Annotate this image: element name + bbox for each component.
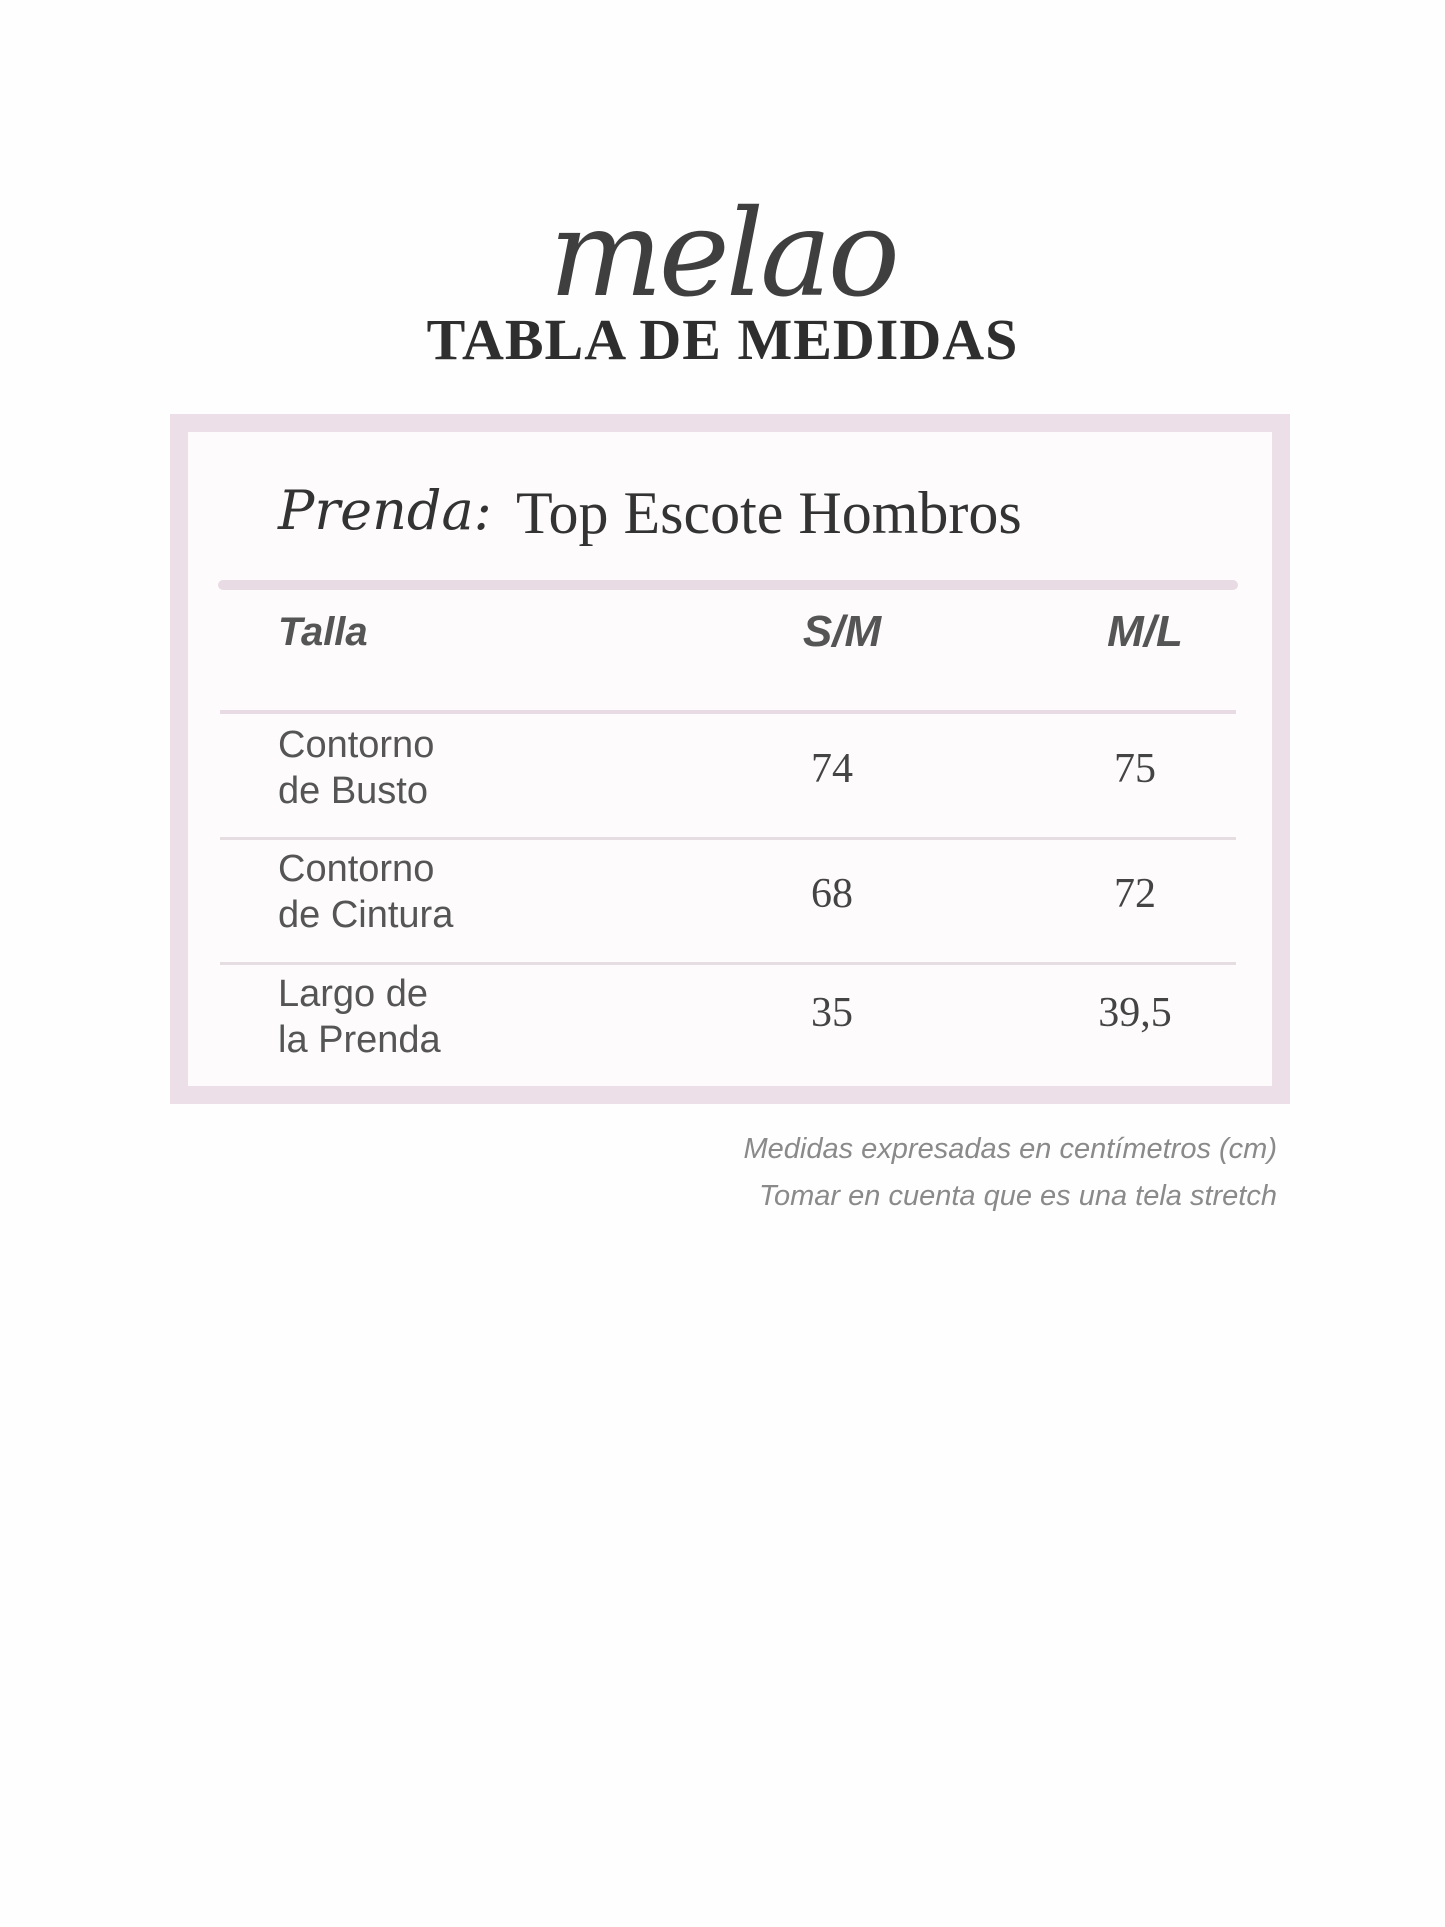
cell-waist-sm: 68	[811, 871, 853, 917]
row-label-waist: Contorno de Cintura	[278, 848, 454, 936]
cell-waist-ml: 72	[1114, 871, 1156, 917]
header-size-label: Talla	[278, 610, 368, 654]
header-divider	[220, 710, 1236, 714]
page-title: TABLA DE MEDIDAS	[426, 307, 1019, 372]
row-label-length: Largo de la Prenda	[278, 973, 441, 1061]
note-stretch: Tomar en cuenta que es una tela stretch	[758, 1180, 1277, 1212]
cell-bust-sm: 74	[811, 746, 853, 792]
row-label-bust: Contorno de Busto	[278, 724, 435, 812]
brand-logo: melao	[549, 185, 896, 324]
header-size-ml: M/L	[1107, 607, 1183, 656]
note-units: Medidas expresadas en centímetros (cm)	[743, 1133, 1277, 1165]
header-size-sm: S/M	[802, 607, 882, 656]
row-divider	[220, 837, 1236, 840]
cell-length-ml: 39,5	[1098, 990, 1172, 1036]
garment-label: Prenda:	[278, 479, 492, 542]
cell-bust-ml: 75	[1114, 746, 1156, 792]
garment-name: Top Escote Hombros	[516, 480, 1022, 546]
title-divider	[218, 580, 1238, 590]
cell-length-sm: 35	[811, 990, 853, 1036]
row-divider	[220, 962, 1236, 965]
size-chart-panel	[170, 414, 1290, 1104]
